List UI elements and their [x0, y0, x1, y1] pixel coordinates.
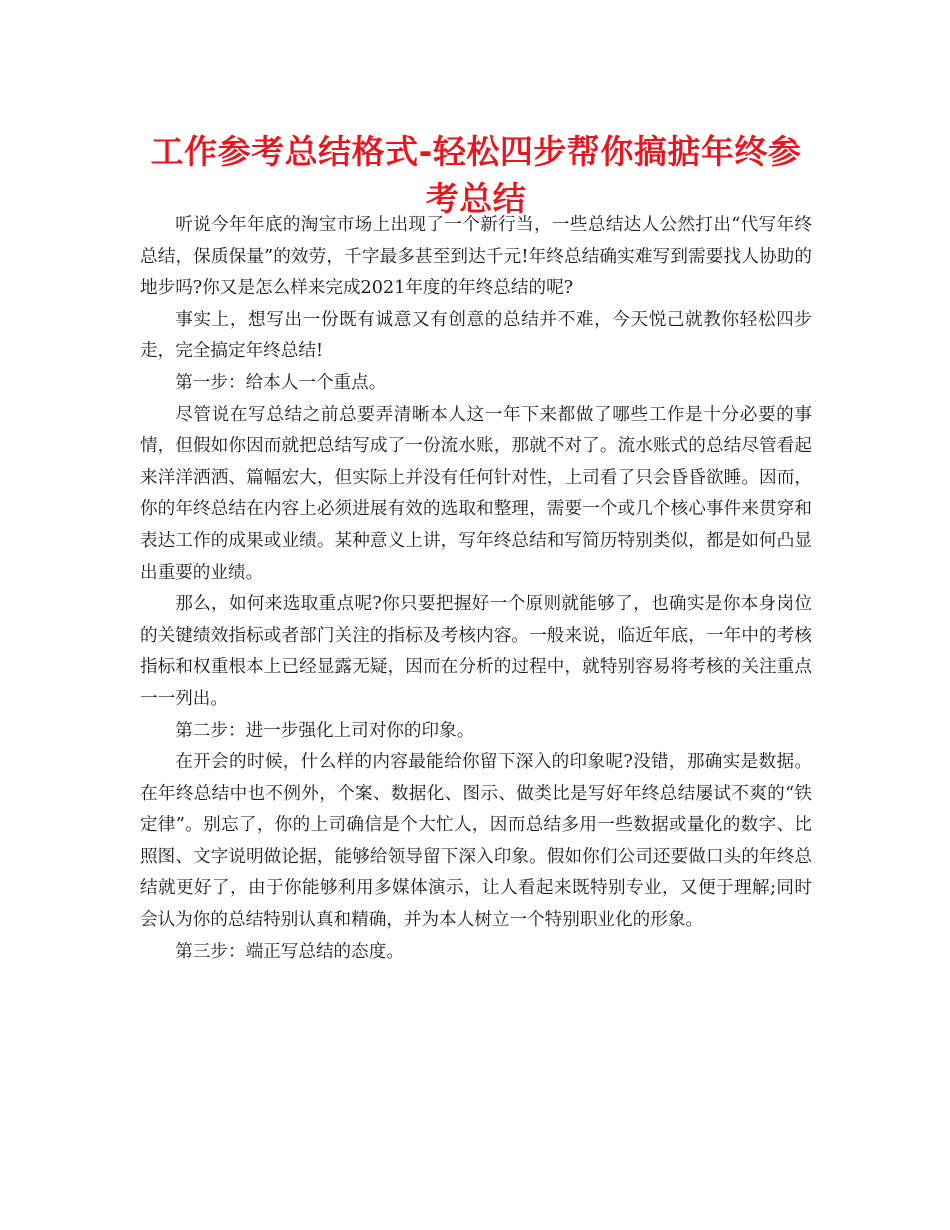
- step-heading: 第三步：端正写总结的态度。: [175, 941, 404, 962]
- step-heading: 第二步：进一步强化上司对你的印象。: [175, 720, 475, 741]
- paragraph: 听说今年年底的淘宝市场上出现了一个新行当，一些总结达人公然打出“代写年终总结，保质保量”的效劳，千字最多甚至到达千元!年终总结确实难写到需要找人协助的地步吗?你又是怎么样来完成2021年度的年终总结的呢?: [140, 215, 812, 299]
- paragraph: 在开会的时候，什么样的内容最能给你留下深入的印象呢?没错，那确实是数据。在年终总结中也不例外，个案、数据化、图示、做类比是写好年终总结屡试不爽的“铁定律”。别忘了，你的上司确信是个大忙人，因而总结多用一些数据或量化的数字、比照图、文字说明做论据，能够给领导留下深入印象。假如你们公司还要做口头的年终总结就更好了，由于你能够利用多媒体演示，让人看起来既特别专业，又便于理解;同时会认为你的总结特别认真和精确，并为本人树立一个特别职业化的形象。: [140, 752, 812, 931]
- document-body: [140, 210, 812, 968]
- step-heading: 第一步：给本人一个重点。: [175, 372, 387, 393]
- paragraph: 事实上，想写出一份既有诚意又有创意的总结并不难，今天悦己就教你轻松四步走，完全搞定年终总结!: [140, 309, 812, 362]
- document-title: 工作参考总结格式-轻松四步帮你搞掂年终参考总结: [150, 132, 802, 218]
- paragraph: 尽管说在写总结之前总要弄清晰本人这一年下来都做了哪些工作是十分必要的事情，但假如你因而就把总结写成了一份流水账，那就不对了。流水账式的总结尽管看起来洋洋洒洒、篇幅宏大，但实际上并没有任何针对性，上司看了只会昏昏欲睡。因而，你的年终总结在内容上必须进展有效的选取和整理，需要一个或几个核心事件来贯穿和表达工作的成果或业绩。某种意义上讲，写年终总结和写简历特别类似，都是如何凸显出重要的业绩。: [140, 404, 812, 583]
- paragraph: 那么，如何来选取重点呢?你只要把握好一个原则就能够了，也确实是你本身岗位的关键绩效指标或者部门关注的指标及考核内容。一般来说，临近年底，一年中的考核指标和权重根本上已经显露无疑，因而在分析的过程中，就特别容易将考核的关注重点一一列出。: [140, 594, 812, 709]
